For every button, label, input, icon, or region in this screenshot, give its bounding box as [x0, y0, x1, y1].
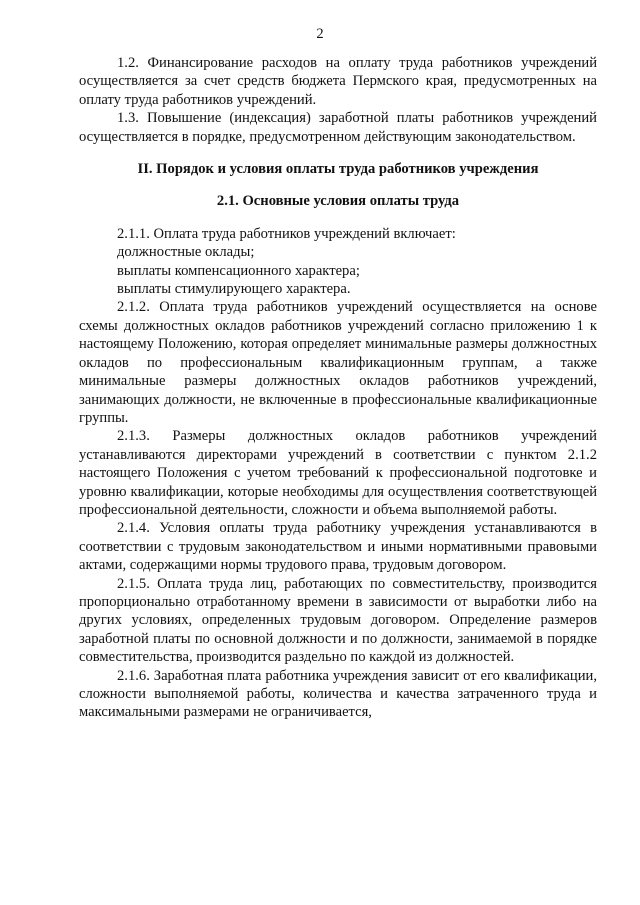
- paragraph-2-1-5: 2.1.5. Оплата труда лиц, работающих по совместительству, производится пропорционально отработанному времени в зависимости от выработки либо на других условиях, определенных трудовым договором. Определение размеров заработной платы по основной должности и по должности, занимаемой в порядке совместительства, производится раздельно по каждой из должностей.: [79, 575, 597, 666]
- list-item: выплаты компенсационного характера;: [117, 262, 360, 279]
- document-body: [79, 54, 597, 722]
- page-number: 2: [316, 26, 324, 42]
- paragraph-2-1-3: 2.1.3. Размеры должностных окладов работников учреждений устанавливаются директорами учреждений в соответствии с пунктом 2.1.2 настоящего Положения с учетом требований к профессиональной подготовке и уровню квалификации, которые необходимы для осуществления соответствующей профессиональной деятельности, сложности и объема выполняемой работы.: [79, 428, 597, 518]
- paragraph-1-2: 1.2. Финансирование расходов на оплату труда работников учреждений осуществляется за счет средств бюджета Пермского края, предусмотренных на оплату труда работников учреждений.: [79, 55, 597, 108]
- subsection-heading: 2.1. Основные условия оплаты труда: [216, 193, 460, 210]
- paragraph-2-1-6: 2.1.6. Заработная плата работника учреждения зависит от его квалификации, сложности выполняемой работы, количества и качества затраченного труда и максимальными размерами не ограничивается,: [79, 667, 597, 721]
- paragraph-1-3: 1.3. Повышение (индексация) заработной платы работников учреждений осуществляется в порядке, предусмотренном действующим законодательством.: [79, 110, 597, 145]
- section-heading: II. Порядок и условия оплаты труда работников учреждения: [137, 161, 539, 178]
- paragraph-2-1-2: 2.1.2. Оплата труда работников учреждений осуществляется на основе схемы должностных окладов работников учреждений согласно приложению 1 к настоящему Положению, которая определяет минимальные размеры должностных окладов по профессиональным квалификационным группам, а также минимальные размеры должностных окладов работников учреждений, занимающих должности, не включенные в профессиональные квалификационные группы.: [79, 299, 597, 426]
- list-item: выплаты стимулирующего характера.: [117, 281, 351, 298]
- list-item: должностные оклады;: [117, 244, 255, 261]
- paragraph-2-1-1: 2.1.1. Оплата труда работников учреждений включает:: [117, 225, 456, 242]
- paragraph-2-1-4: 2.1.4. Условия оплаты труда работнику учреждения устанавливаются в соответствии с трудовым законодательством и иными нормативными правовыми актами, содержащими нормы трудового права, трудовым договором.: [79, 520, 597, 574]
